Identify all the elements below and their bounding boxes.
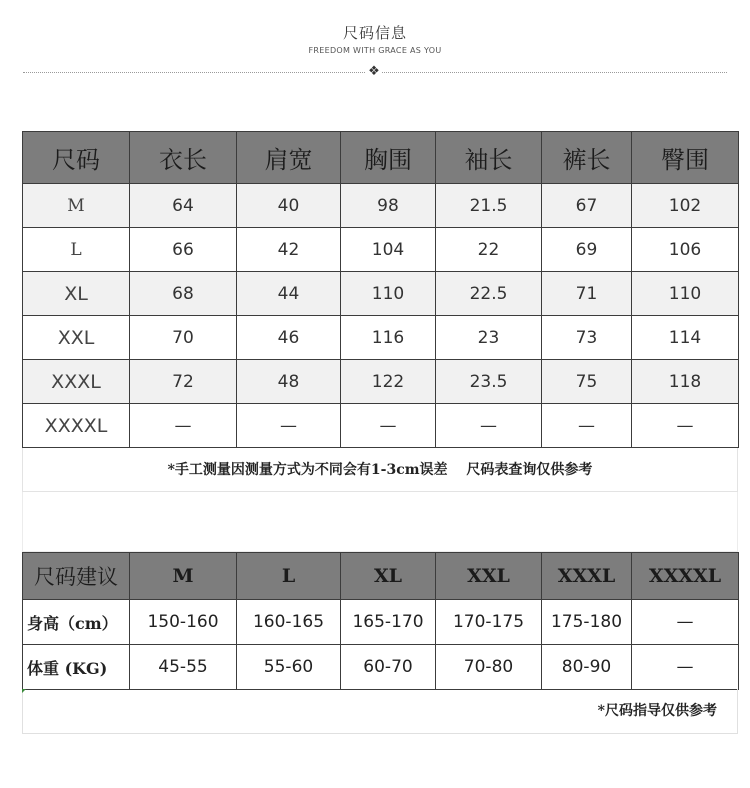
page-title: 尺码信息 bbox=[342, 24, 407, 42]
table-cell: 110 bbox=[341, 272, 436, 316]
table-cell: 116 bbox=[341, 316, 436, 360]
table-cell: 102 bbox=[632, 184, 739, 228]
table-cell: — bbox=[632, 600, 739, 645]
table-cell: 66 bbox=[130, 228, 237, 272]
corner-mark bbox=[22, 689, 26, 693]
table-cell: 64 bbox=[130, 184, 237, 228]
table-cell: 48 bbox=[237, 360, 341, 404]
measurement-note: *手工测量因测量方式为不同会有1-3cm误差 尺码表查询仅供参考 bbox=[22, 448, 738, 492]
table-cell: — bbox=[632, 404, 739, 448]
table-cell: — bbox=[130, 404, 237, 448]
row-label-height: 身高（cm） bbox=[23, 600, 130, 645]
header-cell-chest: 胸围 bbox=[341, 132, 436, 184]
table-cell: 170-175 bbox=[436, 600, 542, 645]
header-cell-xxxl: XXXL bbox=[542, 553, 632, 600]
header-cell-shoulder: 肩宽 bbox=[237, 132, 341, 184]
size-cell: XXL bbox=[23, 316, 130, 360]
advice-header-row bbox=[23, 553, 739, 600]
size-cell: M bbox=[23, 184, 130, 228]
header-cell-xxl: XXL bbox=[436, 553, 542, 600]
table-cell: 46 bbox=[237, 316, 341, 360]
header-cell-l: L bbox=[237, 553, 341, 600]
table-cell: 69 bbox=[542, 228, 632, 272]
header-cell-xxxxl: XXXXL bbox=[632, 553, 739, 600]
table-cell: 23 bbox=[436, 316, 542, 360]
header-cell-hip: 臀围 bbox=[632, 132, 739, 184]
size-guide-note: *尺码指导仅供参考 bbox=[22, 689, 738, 734]
table-cell: 70-80 bbox=[436, 645, 542, 690]
table-cell: 104 bbox=[341, 228, 436, 272]
table-row bbox=[23, 184, 739, 228]
table-cell: 160-165 bbox=[237, 600, 341, 645]
table-cell: 22 bbox=[436, 228, 542, 272]
row-label-weight: 体重 (KG) bbox=[23, 645, 130, 690]
header-cell-size-advice: 尺码建议 bbox=[23, 553, 130, 600]
header-cell-pants-length: 裤长 bbox=[542, 132, 632, 184]
table-cell: 72 bbox=[130, 360, 237, 404]
table-cell: 23.5 bbox=[436, 360, 542, 404]
table-cell: 60-70 bbox=[341, 645, 436, 690]
table-cell: 80-90 bbox=[542, 645, 632, 690]
table-cell: 71 bbox=[542, 272, 632, 316]
size-cell: L bbox=[23, 228, 130, 272]
header-cell-xl: XL bbox=[341, 553, 436, 600]
table-row bbox=[23, 272, 739, 316]
size-cell: XL bbox=[23, 272, 130, 316]
table-cell: 67 bbox=[542, 184, 632, 228]
table-row bbox=[23, 360, 739, 404]
header-cell-sleeve: 袖长 bbox=[436, 132, 542, 184]
table-cell: 42 bbox=[237, 228, 341, 272]
table-cell: 175-180 bbox=[542, 600, 632, 645]
size-cell: XXXL bbox=[23, 360, 130, 404]
table-cell: 40 bbox=[237, 184, 341, 228]
page-subtitle: FREEDOM WITH GRACE AS YOU bbox=[308, 46, 442, 55]
table-row-height bbox=[23, 600, 739, 645]
table-cell: — bbox=[542, 404, 632, 448]
table-cell: 44 bbox=[237, 272, 341, 316]
diamond-ornament-icon: ❖ bbox=[366, 64, 382, 80]
header-cell-size: 尺码 bbox=[23, 132, 130, 184]
table-cell: — bbox=[632, 645, 739, 690]
size-chart-header-row bbox=[23, 132, 739, 184]
table-cell: — bbox=[436, 404, 542, 448]
table-row-weight bbox=[23, 645, 739, 690]
table-cell: 70 bbox=[130, 316, 237, 360]
table-cell: 122 bbox=[341, 360, 436, 404]
table-cell: 68 bbox=[130, 272, 237, 316]
table-cell: 22.5 bbox=[436, 272, 542, 316]
table-cell: 55-60 bbox=[237, 645, 341, 690]
table-cell: — bbox=[237, 404, 341, 448]
table-cell: 118 bbox=[632, 360, 739, 404]
header-cell-length: 衣长 bbox=[130, 132, 237, 184]
table-row bbox=[23, 316, 739, 360]
table-cell: 106 bbox=[632, 228, 739, 272]
table-cell: 165-170 bbox=[341, 600, 436, 645]
table-cell: 73 bbox=[542, 316, 632, 360]
table-row bbox=[23, 404, 739, 448]
table-cell: 98 bbox=[341, 184, 436, 228]
table-cell: — bbox=[341, 404, 436, 448]
table-cell: 21.5 bbox=[436, 184, 542, 228]
table-row bbox=[23, 228, 739, 272]
header-cell-m: M bbox=[130, 553, 237, 600]
table-cell: 45-55 bbox=[130, 645, 237, 690]
size-chart-table bbox=[22, 131, 739, 448]
table-cell: 150-160 bbox=[130, 600, 237, 645]
table-cell: 110 bbox=[632, 272, 739, 316]
table-cell: 75 bbox=[542, 360, 632, 404]
size-advice-table bbox=[22, 552, 739, 690]
table-cell: 114 bbox=[632, 316, 739, 360]
size-cell: XXXXL bbox=[23, 404, 130, 448]
spacer-box bbox=[22, 492, 738, 552]
